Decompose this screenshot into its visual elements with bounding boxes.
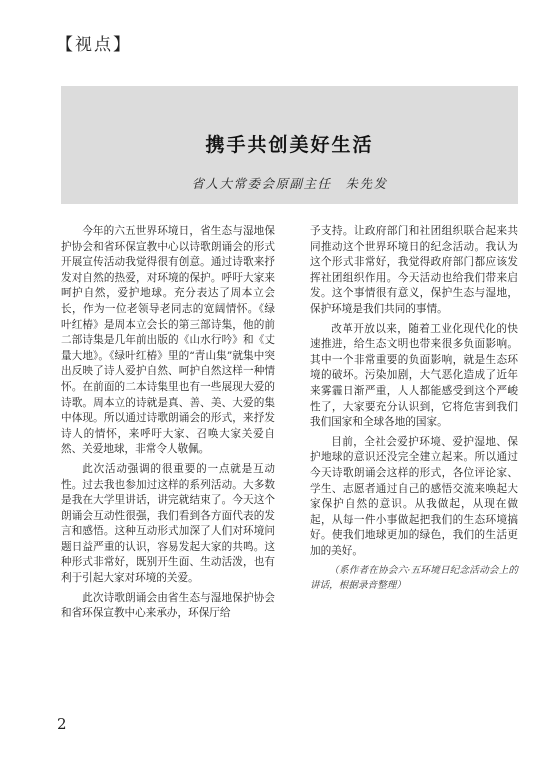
paragraph: 此次诗歌朗诵会由省生态与湿地保护协会和省环保宣教中心来承办，环保厅给 [61, 591, 275, 620]
paragraph: 今年的六五世界环境日，省生态与湿地保护协会和省环保宣教中心以诗歌朗诵会的形式开展宣传活动我觉得很有创意。通过诗歌来抒发对自然的热爱，对环境的保护。呼吁大家来呵护自然，爱护地球。充分表达了周本立会长，作为一位老领导老同志的宽阔情怀。《绿叶红椿》是周本立会长的第三部诗集，他的前二部诗集是几年前出版的《山水行吟》和《丈量大地》。《绿叶红椿》里的“青山集”就集中突出反映了诗人爱护自然、呵护自然这样一种情怀。在前面的二本诗集里也有一些展现大爱的诗歌。周本立的诗就是真、善、美、大爱的集中体现。所以通过诗歌朗诵会的形式，来抒发诗人的情怀，来呼吁大家、召唤大家关爱自然、关爱地球，非常令人敬佩。 [61, 225, 275, 456]
article-title: 携手共创美好生活 [205, 134, 374, 156]
right-column [310, 224, 518, 597]
section-tag: 【视点】 [56, 35, 132, 55]
paragraph: 目前，全社会爱护环境、爱护湿地、保护地球的意识还没完全建立起来。所以通过今天诗歌朗诵会这样的形式，各位评论家、学生、志愿者通过自己的感悟交流来唤起大家保护自然的意识。从我做起，从现在做起，从每一件小事做起把我们的生态环境搞好。使我们地球更加的绿色，我们的生活更加的美好。 [310, 435, 518, 557]
title-banner [61, 86, 518, 204]
source-note: （系作者在协会六·五环境日纪念活动会上的讲话，根据录音整理） [310, 565, 518, 592]
left-column [61, 224, 275, 626]
paragraph: 此次活动强调的很重要的一点就是互动性。过去我也参加过这样的系列活动。大多数是我在大学里讲话，讲完就结束了。今天这个朗诵会互动性很强，我们看到各方面代表的发言和感悟。这种互动形式加深了人们对环境问题日益严重的认识，容易发起大家的共鸣。这种形式非常好，既别开生面、生动活泼，也有利于引起大家对环境的关爱。 [61, 462, 275, 585]
paragraph: 改革开放以来，随着工业化现代化的快速推进，给生态文明也带来很多负面影响。其中一个非常重要的负面影响，就是生态环境的破坏。污染加剧，大气恶化造成了近年来雾霾日渐严重，人人都能感受到这个严峻性了，大家要充分认识到，它将危害到我们我们国家和全球各地的国家。 [310, 322, 518, 429]
paragraph: 予支持。让政府部门和社团组织联合起来共同推动这个世界环境日的纪念活动。我认为这个形式非常好，我觉得政府部门都应该发挥社团组织作用。今天活动也给我们带来启发。这个事情很有意义，保护生态与湿地，保护环境是我们共同的事情。 [310, 225, 518, 315]
page-number: 2 [57, 715, 67, 733]
article-byline: 省人大常委会原副主任 朱先发 [191, 176, 388, 191]
